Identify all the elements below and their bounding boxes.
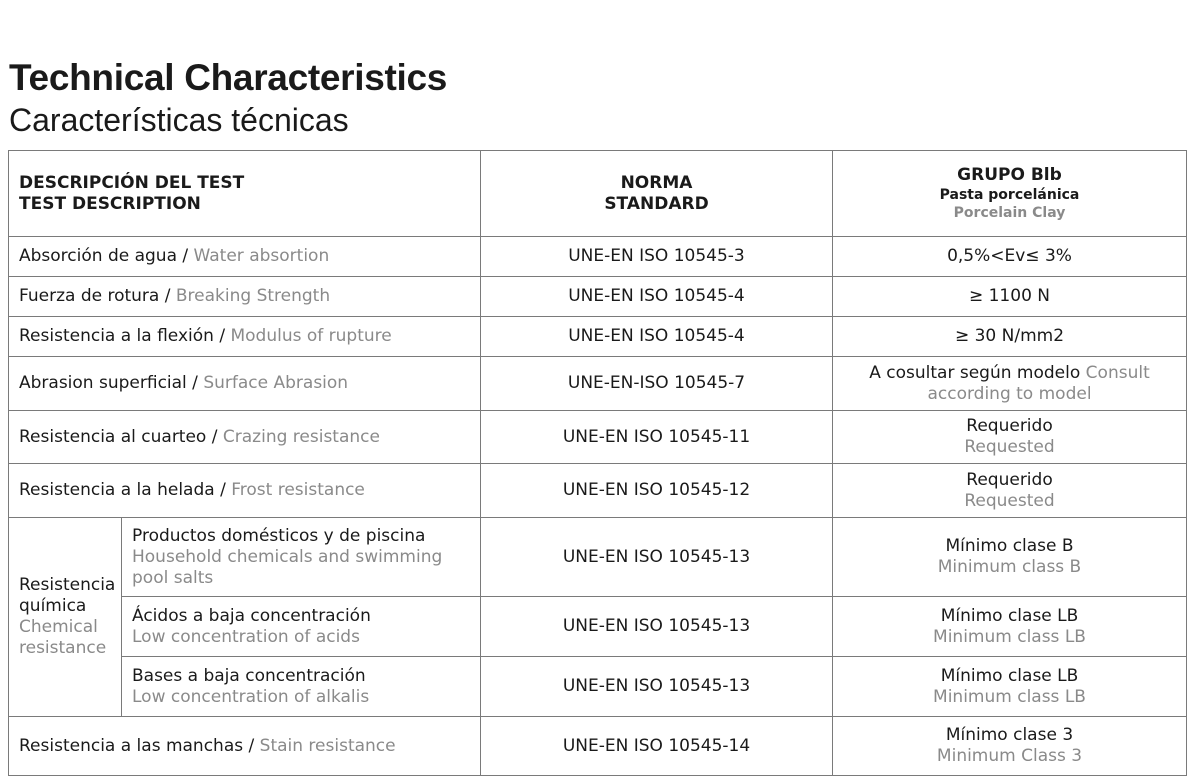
standard-cell: UNE-EN-ISO 10545-7 [481,357,833,411]
test-name-en: Low concentration of alkalis [132,686,370,707]
standard-cell: UNE-EN ISO 10545-3 [481,237,833,277]
value-cell [833,317,1187,357]
value-cell [833,518,1187,597]
standard-cell: UNE-EN ISO 10545-11 [481,411,833,464]
header-norm-en: STANDARD [604,193,709,214]
standard-cell: UNE-EN ISO 10545-13 [481,518,833,597]
table-row-chemical [9,518,1187,597]
test-description [9,464,481,518]
value-en: Minimum class LB [933,626,1086,647]
value-cell [833,357,1187,411]
value-es: Requerido [966,469,1053,490]
test-description [9,717,481,776]
table-row [9,237,1187,277]
test-description [122,597,481,657]
test-description [9,317,481,357]
separator: / [213,326,231,346]
table-row-chemical [9,597,1187,657]
test-name-es: Absorción de agua [19,246,177,266]
chemical-label-en-line2: resistance [19,638,107,658]
value-en: Minimum class B [937,557,1082,577]
test-name-en-cont: pool salts [132,567,214,588]
value-es: 0,5%<Ev≤ 3% [947,246,1072,266]
value-cell [833,464,1187,518]
header-group [833,151,1187,237]
test-name-es: Abrasion superficial [19,373,187,393]
table-row [9,411,1187,464]
separator: / [177,246,194,266]
table-row [9,357,1187,411]
header-group-label: GRUPO Blb [957,165,1062,185]
test-description [9,237,481,277]
value-es: Mínimo clase LB [940,665,1079,686]
test-description [9,411,481,464]
page-title: Technical Characteristics [9,57,448,98]
value-es: Mínimo clase 3 [945,725,1074,745]
standard-cell: UNE-EN ISO 10545-12 [481,464,833,518]
header-desc-es: DESCRIPCIÓN DEL TEST [19,172,245,193]
test-name-en: Water absortion [193,246,330,266]
test-name-en: Stain resistance [259,735,396,756]
test-name-en: Frost resistance [231,480,365,500]
test-name-en: Low concentration of acids [132,626,360,647]
value-es: ≥ 30 N/mm2 [954,326,1065,346]
test-name-en: Breaking Strength [175,286,331,306]
header-standard [481,151,833,237]
value-en: Minimum Class 3 [936,746,1083,766]
value-cell [833,237,1187,277]
test-name-en: Crazing resistance [222,426,380,447]
test-name-en: Surface Abrasion [203,373,349,393]
page-subtitle: Características técnicas [9,102,349,138]
value-cell [833,411,1187,464]
value-es: Mínimo clase B [945,536,1074,556]
value-es: Requerido [966,416,1053,436]
table-row [9,277,1187,317]
test-description [9,357,481,411]
value-cell [833,657,1187,717]
chemical-resistance-label [9,518,122,717]
test-name-es: Bases a baja concentración [132,665,366,686]
value-en: Minimum class LB [933,686,1086,707]
standard-cell: UNE-EN ISO 10545-13 [481,657,833,717]
header-norm-es: NORMA [620,172,693,193]
table-row [9,317,1187,357]
separator: / [159,286,176,306]
header-clay-en: Porcelain Clay [953,205,1066,221]
test-name-es: Resistencia a las manchas [19,735,244,756]
header-clay-es: Pasta porcelánica [939,187,1080,203]
value-cell [833,597,1187,657]
test-name-es: Ácidos a baja concentración [132,605,371,626]
test-name-es: Productos domésticos y de piscina [132,525,426,546]
value-cell [833,717,1187,776]
value-es: A cosultar según modelo [869,362,1081,383]
table-row-chemical [9,657,1187,717]
test-name-en: Household chemicals and swimming [132,546,443,567]
separator: / [243,735,260,756]
separator: / [186,373,204,393]
chemical-label-en-line1: Chemical [19,617,98,637]
test-name-es: Fuerza de rotura [19,286,160,306]
standard-cell: UNE-EN ISO 10545-4 [481,277,833,317]
separator: / [214,480,232,500]
value-en: Consult according to model [927,362,1150,404]
value-en: Requested [964,490,1055,511]
value-en: Requested [964,437,1055,457]
test-name-en: Modulus of rupture [230,326,392,346]
chemical-label-es-line2: química [19,596,87,616]
test-name-es: Resistencia a la flexión [19,326,214,346]
standard-cell: UNE-EN ISO 10545-13 [481,597,833,657]
header-desc-en: TEST DESCRIPTION [19,193,201,214]
header-test-description [9,151,481,237]
table-row [9,717,1187,776]
standard-cell: UNE-EN ISO 10545-14 [481,717,833,776]
test-name-es: Resistencia al cuarteo [19,426,207,447]
value-es: Mínimo clase LB [940,605,1079,626]
test-name-es: Resistencia a la helada [19,480,215,500]
chemical-label-es-line1: Resistencia [19,575,116,595]
technical-characteristics-table [8,150,1187,776]
test-description [9,277,481,317]
table-header-row [9,151,1187,237]
test-description [122,518,481,597]
separator: / [206,426,223,447]
value-cell [833,277,1187,317]
table-row [9,464,1187,518]
standard-cell: UNE-EN ISO 10545-4 [481,317,833,357]
test-description [122,657,481,717]
value-es: ≥ 1100 N [968,286,1051,306]
